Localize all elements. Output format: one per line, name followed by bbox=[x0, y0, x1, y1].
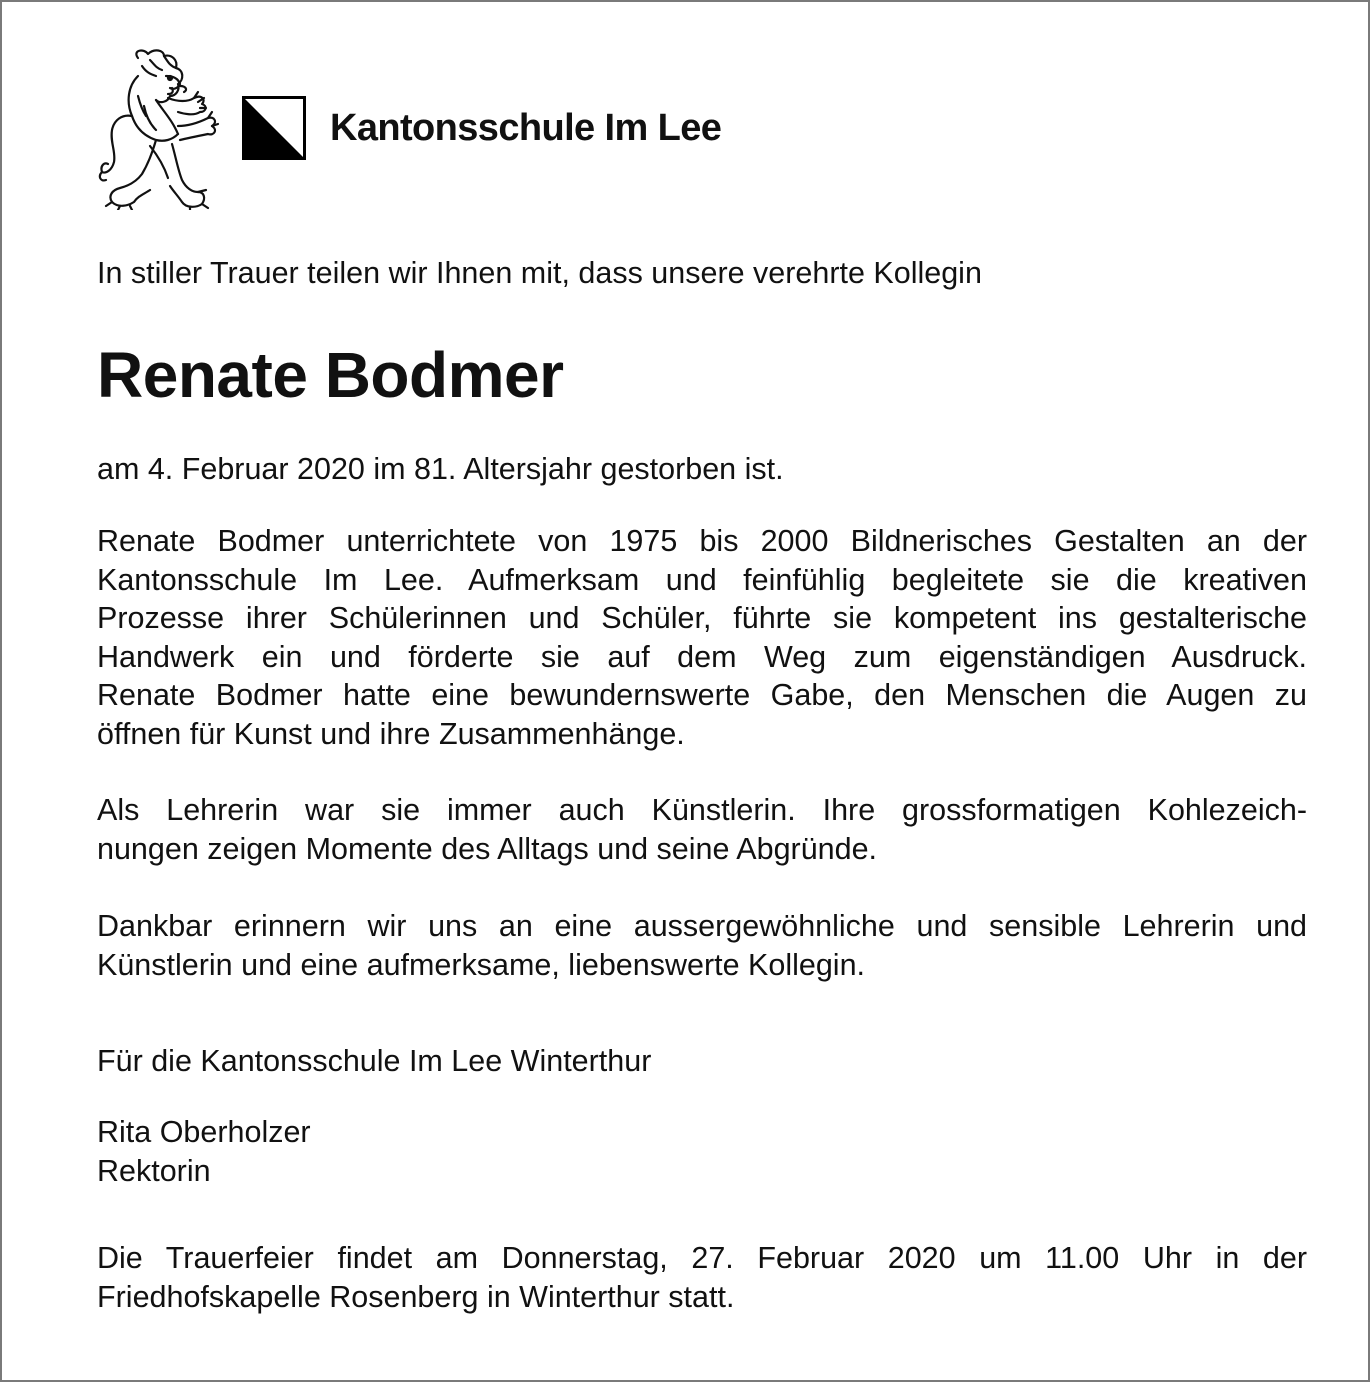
text-line: nungen zeigen Momente des Alltags und seine Abgründe. bbox=[97, 831, 878, 866]
text-line: Kantonsschule Im Lee. Aufmerksam und feinfühlig begleitete sie die kreativen bbox=[97, 562, 1307, 597]
signature-intro: Für die Kantonsschule Im Lee Winterthur bbox=[97, 1044, 652, 1078]
paragraph-gratitude bbox=[97, 907, 1307, 984]
deceased-name: Renate Bodmer bbox=[97, 339, 564, 411]
text-line: Als Lehrerin war sie immer auch Künstlerin. Ihre grossformatigen Kohlezeich- bbox=[97, 793, 1307, 827]
school-name: Kantonsschule Im Lee bbox=[330, 107, 722, 149]
text-line: Dankbar erinnern wir uns an eine aussergewöhnliche und sensible Lehrerin und bbox=[97, 909, 1307, 943]
zurich-lion-icon bbox=[98, 46, 220, 210]
text-line: Künstlerin und eine aufmerksame, liebenswerte Kollegin. bbox=[97, 947, 866, 982]
text-line: Die Trauerfeier findet am Donnerstag, 27. Februar 2020 um 11.00 Uhr in der bbox=[97, 1241, 1307, 1275]
text-line: Renate Bodmer unterrichtete von 1975 bis 2000 Bildnerisches Gestalten an der bbox=[97, 524, 1307, 558]
text-line: öffnen für Kunst und ihre Zusammenhänge. bbox=[97, 716, 685, 751]
text-line: Friedhofskapelle Rosenberg in Winterthur statt. bbox=[97, 1279, 735, 1314]
death-line: am 4. Februar 2020 im 81. Altersjahr gestorben ist. bbox=[97, 452, 784, 486]
text-line: Prozesse ihrer Schülerinnen und Schüler, führte sie kompetent ins gestalterische bbox=[97, 601, 1307, 635]
paragraph-career bbox=[97, 522, 1307, 753]
text-line: Renate Bodmer hatte eine bewundernswerte Gabe, den Menschen die Augen zu bbox=[97, 678, 1307, 712]
text-line: Handwerk ein und förderte sie auf dem Weg zum eigenständigen Ausdruck. bbox=[97, 639, 1307, 674]
signature-block bbox=[97, 1113, 1307, 1190]
intro-text: In stiller Trauer teilen wir Ihnen mit, dass unsere verehrte Kollegin bbox=[97, 256, 982, 290]
ceremony-info bbox=[97, 1239, 1307, 1316]
zurich-coat-of-arms-icon bbox=[242, 96, 306, 160]
signer-title: Rektorin bbox=[97, 1153, 211, 1188]
paragraph-artist bbox=[97, 791, 1307, 868]
signer-name: Rita Oberholzer bbox=[97, 1115, 311, 1149]
header bbox=[98, 46, 858, 210]
